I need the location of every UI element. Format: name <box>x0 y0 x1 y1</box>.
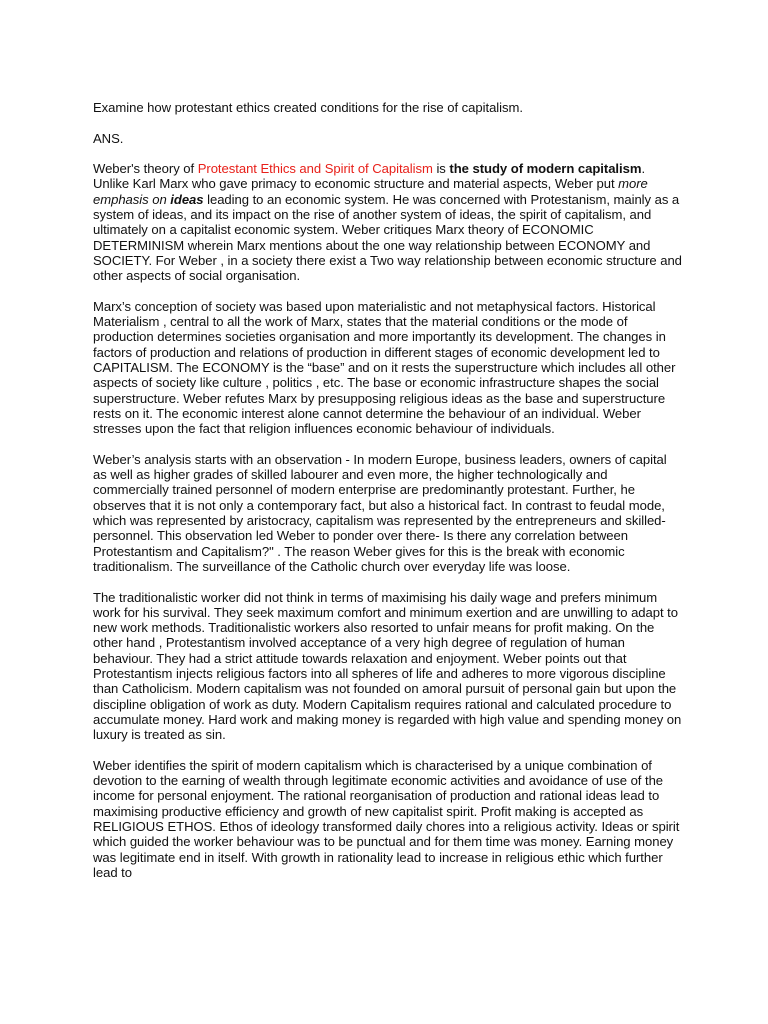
text-run: leading to an economic system. He was concerned with Protestanism, mainly as a system of ideas, and its impact on the rise of another system of ideas, the spirit of capitalism, and ultimately on a capitalist economic system. Weber critiques Marx theory of ECONOMIC DETERMINISM wherein Marx mentions about the one way relationship between ECONOMY and SOCIETY. For Weber , in a society there exist a Two way relationship between economic structure and other aspects of social organisation. <box>93 191 682 284</box>
answer-label: ANS. <box>93 130 124 146</box>
paragraph-traditionalistic-worker: The traditionalistic worker did not think in terms of maximising his daily wage and prefers minimum work for his survival. They seek maximum comfort and minimum exertion and are unwilling to adapt to new work methods. Traditionalistic workers also resorted to unfair means for profit making. On the other hand , Protestantism involved acceptance of a very high degree of regulation of human behaviour. They had a strict attitude towards relaxation and enjoyment. Weber points out that Protestantism injects religious factors into all spheres of life and adheres to more vigorous discipline than Catholicism. Modern capitalism was not founded on amoral pursuit of personal gain but upon the discipline obligation of work as duty. Modern Capitalism requires rational and calculated procedure to accumulate money. Hard work and making money is regarded with high value and spending money on luxury is treated as sin. <box>93 589 682 743</box>
paragraph-marx-conception: Marx’s conception of society was based upon materialistic and not metaphysical factors. Historical Materialism , central to all the work of Marx, states that the material conditions or the mode of production determines societies organisation and more importantly its development. The changes in factors of production and relations of production in different stages of economic development led to CAPITALISM. The ECONOMY is the “base” and on it rests the superstructure which includes all other aspects of society like culture , politics , etc. The base or economic infrastructure shapes the social superstructure. Weber refutes Marx by presupposing religious ideas as the base and superstructure rests on it. The economic interest alone cannot determine the behaviour of an individual. Weber stresses upon the fact that religion influences economic behaviour of individuals. <box>93 298 676 437</box>
paragraph-spirit-of-capitalism: Weber identifies the spirit of modern capitalism which is characterised by a unique combination of devotion to the earning of wealth through legitimate economic activities and avoidance of use of the income for personal enjoyment. The rational reorganisation of production and rational ideas lead to maximising productive efficiency and growth of new capitalist spirit. Profit making is accepted as RELIGIOUS ETHOS. Ethos of ideology transformed daily chores into a religious activity. Ideas or spirit which guided the worker behaviour was to be punctual and for them time was money. Earning money was legitimate end in itself. With growth in rationality lead to increase in religious ethic which further lead to <box>93 757 680 880</box>
question-heading: Examine how protestant ethics created conditions for the rise of capitalism. <box>93 100 523 115</box>
document-page <box>93 100 683 895</box>
bold-phrase: the study of modern capitalism <box>449 161 642 177</box>
text-run: Weber's theory of <box>93 161 198 177</box>
highlighted-title: Protestant Ethics and Spirit of Capitalism <box>197 161 433 177</box>
paragraph-weber-theory <box>93 161 683 283</box>
text-run: . Unlike Karl Marx who gave primacy to economic structure and material aspects, Weber put <box>93 161 646 192</box>
bold-italic-word: ideas <box>170 191 204 207</box>
text-run: is <box>432 161 450 177</box>
paragraph-weber-analysis: Weber’s analysis starts with an observation - In modern Europe, business leaders, owners of capital as well as higher grades of skilled labourer and even more, the higher technologically and commercially trained personnel of modern enterprise are predominantly protestant. Further, he observes that it is not only a contemporary fact, but also a historical fact. In contrast to feudal mode, which was represented by aristocracy, capitalism was represented by the entrepreneurs and skilled- personnel. This observation led Weber to ponder over there- Is there any correlation between Protestantism and Capitalism?" . The reason Weber gives for this is the break with economic traditionalism. The surveillance of the Catholic church over everyday life was loose. <box>93 451 667 574</box>
italic-phrase: more emphasis on <box>93 176 648 207</box>
